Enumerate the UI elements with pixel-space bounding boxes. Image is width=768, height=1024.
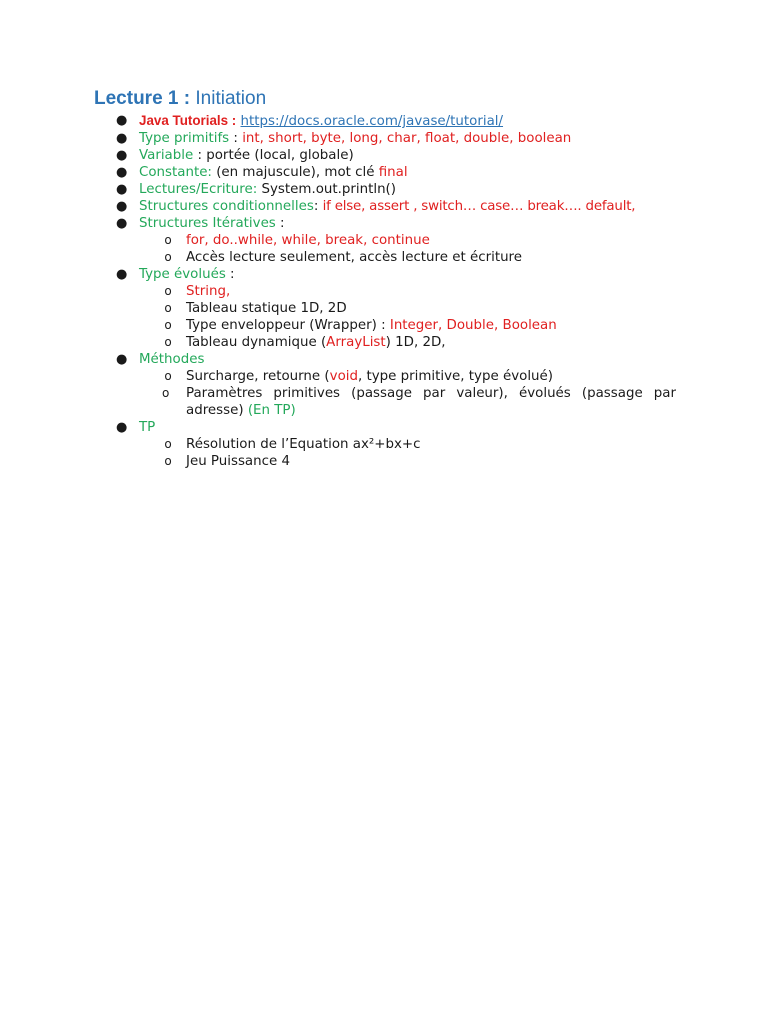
list-item-tp bbox=[94, 419, 676, 470]
bullet-icon: ● bbox=[116, 267, 128, 282]
item-label: Lectures/Ecriture: bbox=[139, 182, 258, 197]
sub-item bbox=[94, 436, 676, 453]
bullet-icon: ● bbox=[116, 148, 128, 163]
sub-bullet-icon: o bbox=[164, 454, 172, 468]
list-item-structures-conditionnelles bbox=[94, 198, 676, 215]
sub-bullet-icon: o bbox=[164, 301, 172, 315]
item-separator: : bbox=[225, 267, 235, 282]
sub-item-text: Résolution de l’Equation ax²+bx+c bbox=[186, 437, 421, 452]
sub-item-text: Paramètres primitives (passage par valeur), évolués (passage par adresse) bbox=[186, 386, 676, 418]
bullet-icon: ● bbox=[116, 352, 128, 367]
item-separator: : bbox=[313, 199, 323, 214]
list-item-constante bbox=[94, 164, 676, 181]
list-item-methodes bbox=[94, 351, 676, 419]
item-detail: (en majuscule), mot clé bbox=[211, 165, 379, 180]
bullet-icon: ● bbox=[116, 182, 128, 197]
heading-title: Initiation bbox=[195, 88, 267, 109]
heading-lecture-number: Lecture 1 : bbox=[94, 88, 191, 109]
bullet-icon: ● bbox=[116, 113, 128, 128]
sub-list bbox=[139, 283, 676, 351]
sub-bullet-icon: o bbox=[164, 250, 172, 264]
item-detail: System.out.println() bbox=[257, 182, 397, 197]
sub-item-note: (En TP) bbox=[247, 403, 296, 418]
tutorial-link[interactable]: https://docs.oracle.com/javase/tutorial/ bbox=[240, 114, 504, 129]
list-item-type-evolues bbox=[94, 266, 676, 351]
list-item-lectures-ecriture bbox=[94, 181, 676, 198]
item-label: Java Tutorials : bbox=[139, 113, 237, 128]
list-item-structures-iteratives bbox=[94, 215, 676, 266]
document-page bbox=[94, 86, 676, 470]
sub-item-keyword: void bbox=[329, 369, 358, 384]
sub-bullet-icon: o bbox=[164, 369, 172, 383]
sub-item bbox=[94, 453, 676, 470]
sub-item-keyword: Integer, Double, Boolean bbox=[389, 318, 557, 333]
sub-item-text: for, do..while, while, break, continue bbox=[186, 233, 430, 248]
item-label: Variable bbox=[139, 148, 194, 163]
item-label: Structures Itératives bbox=[139, 216, 276, 231]
sub-item bbox=[94, 283, 676, 300]
bullet-icon: ● bbox=[116, 165, 128, 180]
sub-item-text: Accès lecture seulement, accès lecture et écriture bbox=[186, 250, 523, 265]
sub-item-text: Surcharge, retourne ( bbox=[186, 369, 330, 384]
sub-list bbox=[139, 232, 676, 266]
item-separator: : bbox=[275, 216, 285, 231]
sub-item-text-end: , type primitive, type évolué) bbox=[357, 369, 553, 384]
topic-list bbox=[94, 112, 676, 470]
list-item-java-tutorials bbox=[94, 112, 676, 130]
sub-item-text-end: ) 1D, 2D, bbox=[385, 335, 446, 350]
sub-item bbox=[94, 385, 676, 419]
item-label: TP bbox=[139, 420, 156, 435]
sub-bullet-icon: o bbox=[164, 335, 172, 349]
bullet-icon: ● bbox=[116, 420, 128, 435]
list-item-type-primitifs bbox=[94, 130, 676, 147]
sub-item bbox=[94, 232, 676, 249]
sub-bullet-icon: o bbox=[164, 437, 172, 451]
lecture-heading bbox=[94, 86, 676, 112]
item-separator: : bbox=[229, 131, 243, 146]
item-label: Type primitifs bbox=[139, 131, 230, 146]
item-label: Méthodes bbox=[139, 352, 205, 367]
bullet-icon: ● bbox=[116, 199, 128, 214]
list-item-variable bbox=[94, 147, 676, 164]
sub-bullet-icon: o bbox=[162, 386, 170, 400]
sub-item-text: Type enveloppeur (Wrapper) : bbox=[186, 318, 390, 333]
item-label: Constante: bbox=[139, 165, 212, 180]
sub-item bbox=[94, 334, 676, 351]
sub-item-keyword: ArrayList bbox=[326, 335, 386, 350]
item-label: Structures conditionnelles bbox=[139, 199, 314, 214]
sub-bullet-icon: o bbox=[164, 233, 172, 247]
item-label: Type évolués bbox=[139, 267, 226, 282]
item-detail: int, short, byte, long, char, float, double, boolean bbox=[242, 131, 572, 146]
sub-item bbox=[94, 317, 676, 334]
bullet-icon: ● bbox=[116, 131, 128, 146]
sub-list bbox=[139, 436, 676, 470]
item-keyword: final bbox=[378, 165, 408, 180]
item-detail: if else, assert , switch… case… break…. default, bbox=[322, 199, 636, 214]
sub-item bbox=[94, 368, 676, 385]
sub-item-text: Jeu Puissance 4 bbox=[186, 454, 290, 469]
sub-item-text: String, bbox=[186, 284, 231, 299]
sub-item-text: Tableau statique 1D, 2D bbox=[186, 301, 347, 316]
sub-item-text: Tableau dynamique ( bbox=[186, 335, 327, 350]
sub-item bbox=[94, 300, 676, 317]
sub-bullet-icon: o bbox=[164, 318, 172, 332]
sub-item bbox=[94, 249, 676, 266]
bullet-icon: ● bbox=[116, 216, 128, 231]
sub-bullet-icon: o bbox=[164, 284, 172, 298]
sub-list bbox=[139, 368, 676, 419]
item-detail: : portée (local, globale) bbox=[193, 148, 354, 163]
